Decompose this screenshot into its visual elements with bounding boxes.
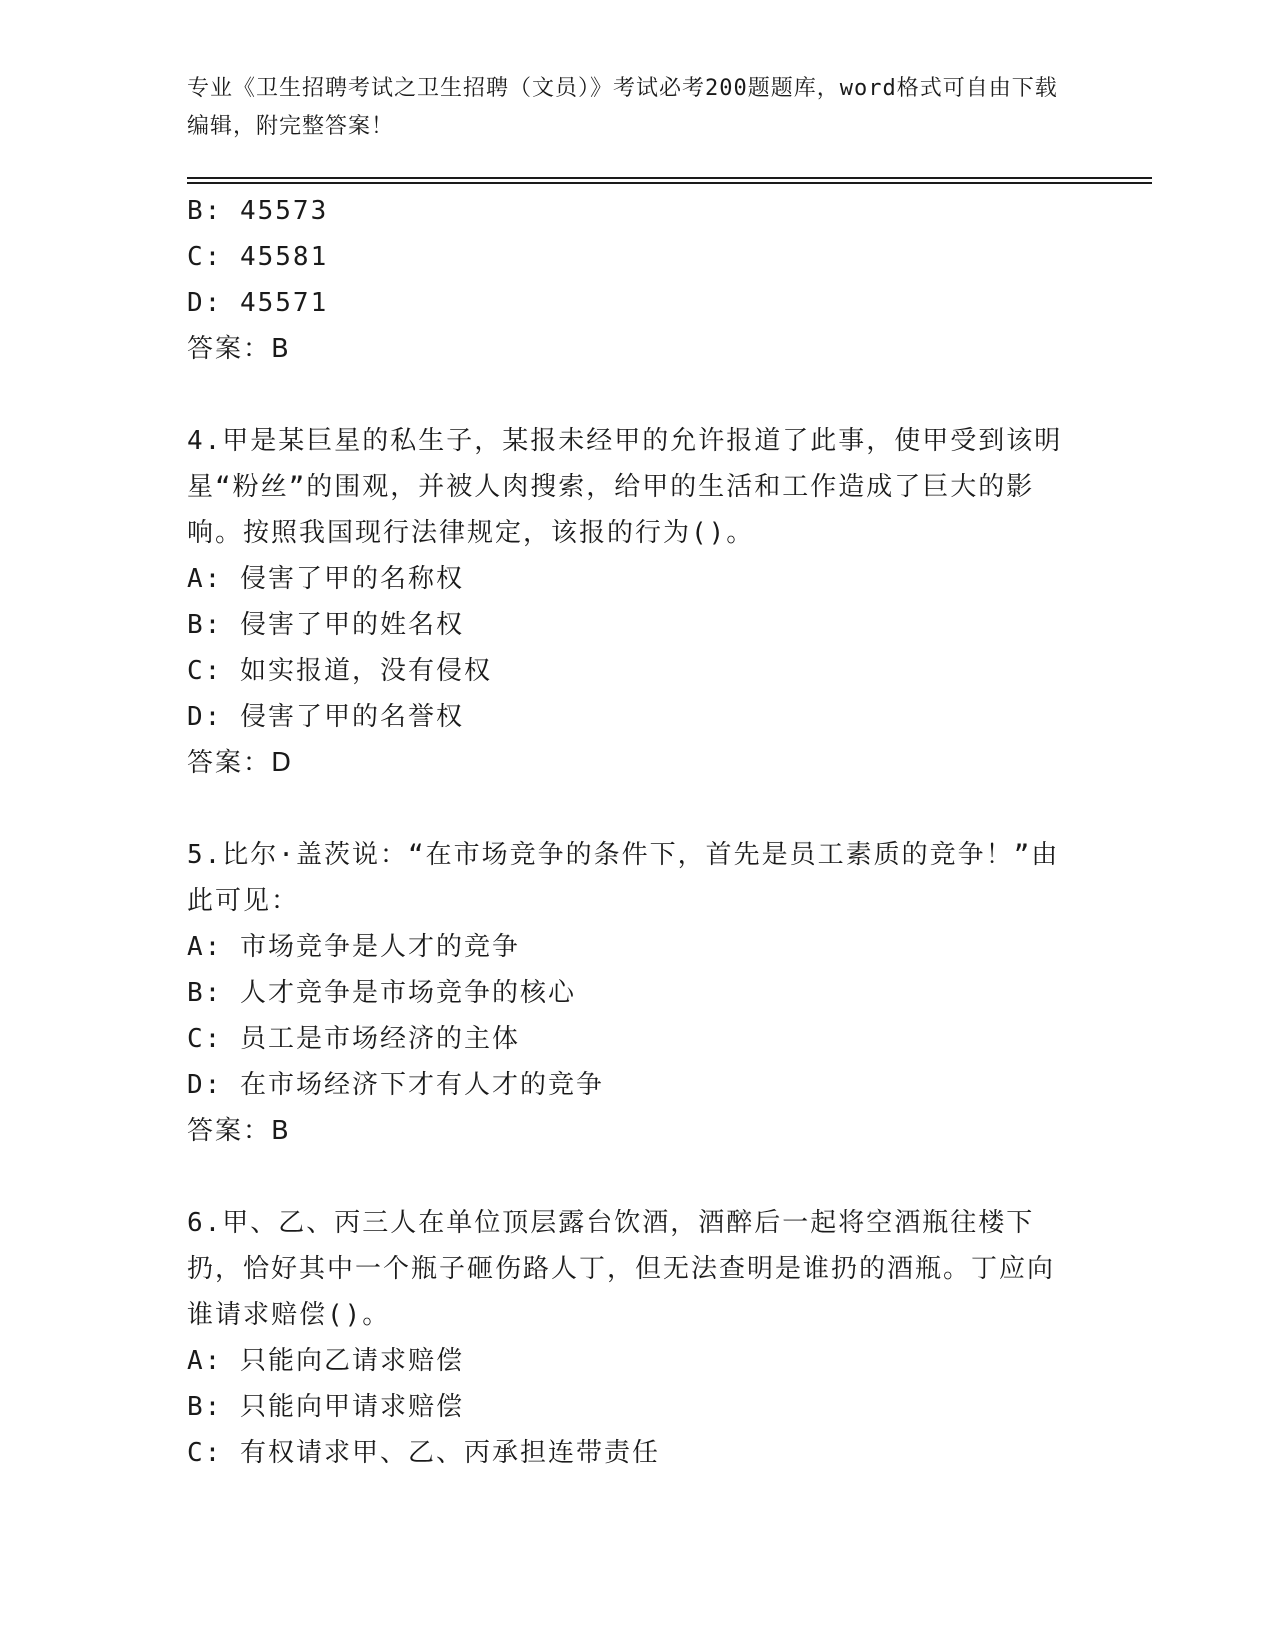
option-a: A: 市场竞争是人才的竞争	[187, 932, 520, 962]
header-divider-bottom	[187, 182, 1152, 184]
option-c: C: 有权请求甲、乙、丙承担连带责任	[187, 1438, 660, 1468]
option-a: A: 侵害了甲的名称权	[187, 564, 464, 594]
spacer	[187, 372, 1067, 418]
option-c: C: 如实报道，没有侵权	[187, 656, 492, 686]
question-5	[187, 832, 1067, 1154]
spacer	[187, 1154, 1067, 1200]
question-stem: 4.甲是某巨星的私生子，某报未经甲的允许报道了此事，使甲受到该明星“粉丝”的围观，并被人肉搜索，给甲的生活和工作造成了巨大的影响。按照我国现行法律规定，该报的行为()。	[187, 426, 1063, 548]
answer: 答案：B	[187, 1116, 291, 1146]
option-a: A: 只能向乙请求赔偿	[187, 1346, 464, 1376]
question-stem: 6.甲、乙、丙三人在单位顶层露台饮酒，酒醉后一起将空酒瓶往楼下扔，恰好其中一个瓶子砸伤路人丁，但无法查明是谁扔的酒瓶。丁应向谁请求赔偿()。	[187, 1208, 1056, 1330]
question-6	[187, 1200, 1067, 1476]
option-c: C: 员工是市场经济的主体	[187, 1024, 520, 1054]
option-d: D: 侵害了甲的名誉权	[187, 702, 464, 732]
option-b: B: 只能向甲请求赔偿	[187, 1392, 464, 1422]
answer: 答案：B	[187, 334, 291, 364]
option-b: B: 侵害了甲的姓名权	[187, 610, 464, 640]
question-3-tail	[187, 188, 1067, 372]
question-4	[187, 418, 1067, 786]
option-d: D: 在市场经济下才有人才的竞争	[187, 1070, 604, 1100]
question-stem: 5.比尔·盖茨说：“在市场竞争的条件下，首先是员工素质的竞争！”由此可见：	[187, 840, 1060, 916]
option-c: C: 45581	[187, 242, 329, 272]
spacer	[187, 786, 1067, 832]
option-d: D: 45571	[187, 288, 329, 318]
option-b: B: 45573	[187, 196, 329, 226]
document-body	[187, 188, 1067, 1476]
document-header: 专业《卫生招聘考试之卫生招聘（文员）》考试必考200题题库，word格式可自由下载编辑，附完整答案！	[187, 76, 1058, 139]
answer: 答案：D	[187, 748, 294, 778]
option-b: B: 人才竞争是市场竞争的核心	[187, 978, 576, 1008]
header-divider-top	[187, 177, 1152, 179]
